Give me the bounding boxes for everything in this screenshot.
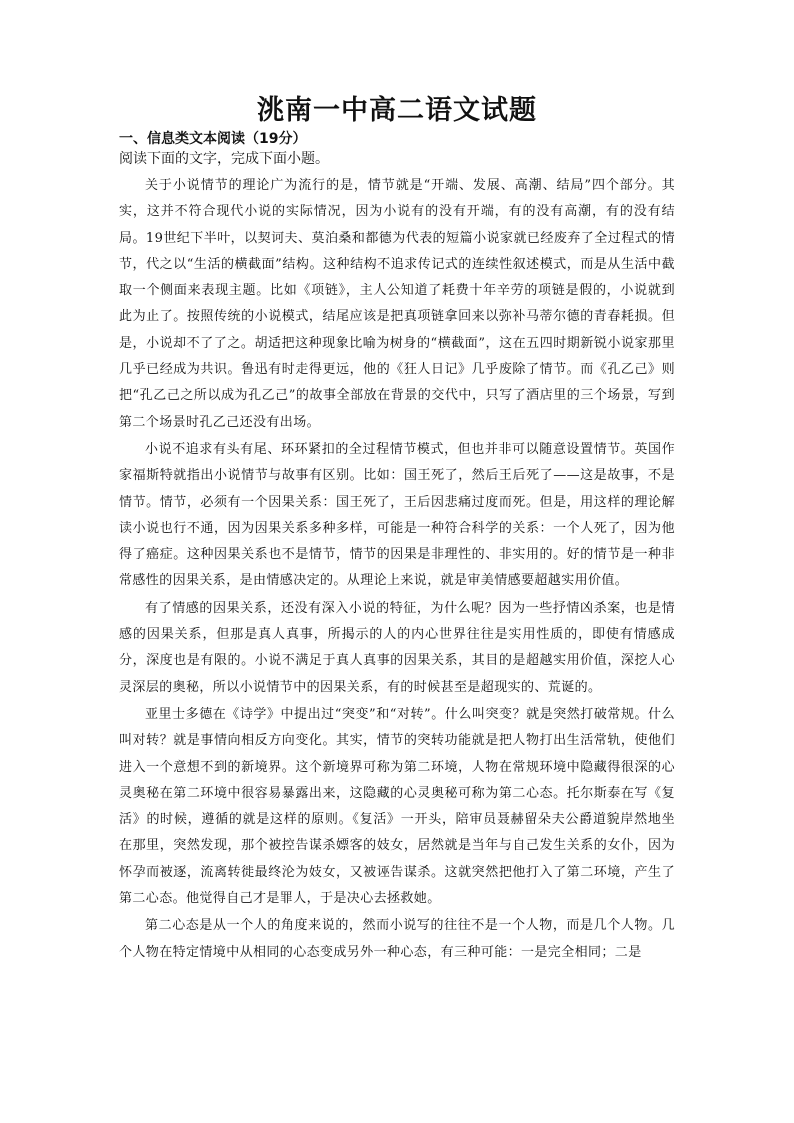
exam-title: 洮南一中高二语文试题 [257,95,537,126]
section-heading: 一、信息类文本阅读（19分） [119,131,307,147]
paragraph-4: 亚里士多德在《诗学》中提出过“突变”和“对转”。什么叫突变？就是突然打破常规。什么叫对转？就是事情向相反方向变化。其实，情节的突转功能就是把人物打出生活常轨，使他们进入一个意想不到的新境界。这个新境界可称为第二环境，人物在常规环境中隐藏得很深的心灵奥秘在第二环境中很容易暴露出来，这隐藏的心灵奥秘可称为第二心态。托尔斯泰在写《复活》的时候，遵循的就是这样的原则。《复活》一开头，陪审员聂赫留朵夫公爵道貌岸然地坐在那里，突然发现，那个被控告谋杀嫖客的妓女，居然就是当年与自己发生关系的女仆，因为怀孕而被逐，流离转徙最终沦为妓女，又被诬告谋杀。这就突然把他打入了第二环境，产生了第二心态。他觉得自己才是罪人，于是决心去拯救她。 [119,706,675,907]
reading-instruction: 阅读下面的文字，完成下面小题。 [119,151,329,167]
paragraph-2: 小说不追求有头有尾、环环紧扣的全过程情节模式，但也并非可以随意设置情节。英国作家福斯特就指出小说情节与故事有区别。比如：国王死了，然后王后死了——这是故事，不是情节。情节，必须有一个因果关系：国王死了，王后因悲痛过度而死。但是，用这样的理论解读小说也行不通，因为因果关系多种多样，可能是一种符合科学的关系：一个人死了，因为他得了癌症。这种因果关系也不是情节，情节的因果是非理性的、非实用的。好的情节是一种非常感性的因果关系，是由情感决定的。从理论上来说，就是审美情感要超越实用价值。 [119,441,675,589]
paragraph-3: 有了情感的因果关系，还没有深入小说的特征，为什么呢？因为一些抒情凶杀案，也是情感的因果关系，但那是真人真事，所揭示的人的内心世界往往是实用性质的，即使有情感成分，深度也是有限的。小说不满足于真人真事的因果关系，其目的是超越实用价值，深挖人心灵深层的奥秘，所以小说情节中的因果关系，有的时候甚至是超现实的、荒诞的。 [119,600,675,695]
exam-page [119,92,675,967]
paragraph-1: 关于小说情节的理论广为流行的是，情节就是“开端、发展、高潮、结局”四个部分。其实，这并不符合现代小说的实际情况，因为小说有的没有开端，有的没有高潮，有的没有结局。19世纪下半叶，以契诃夫、莫泊桑和都德为代表的短篇小说家就已经废弃了全过程式的情节，代之以“生活的横截面”结构。这种结构不追求传记式的连续性叙述模式，而是从生活中截取一个侧面来表现主题。比如《项链》，主人公知道了耗费十年辛劳的项链是假的，小说就到此为止了。按照传统的小说模式，结尾应该是把真项链拿回来以弥补马蒂尔德的青春耗损。但是，小说却不了了之。胡适把这种现象比喻为树身的“横截面”，这在五四时期新锐小说家那里几乎已经成为共识。鲁迅有时走得更远，他的《狂人日记》几乎废除了情节。而《孔乙己》则把“孔乙己之所以成为孔乙己”的故事全部放在背景的交代中，只写了酒店里的三个场景，写到第二个场景时孔乙己还没有出场。 [119,178,675,430]
paragraph-5: 第二心态是从一个人的角度来说的，然而小说写的往往不是一个人物，而是几个人物。几个人物在特定情境中从相同的心态变成另外一种心态，有三种可能：一是完全相同；二是 [119,918,675,960]
